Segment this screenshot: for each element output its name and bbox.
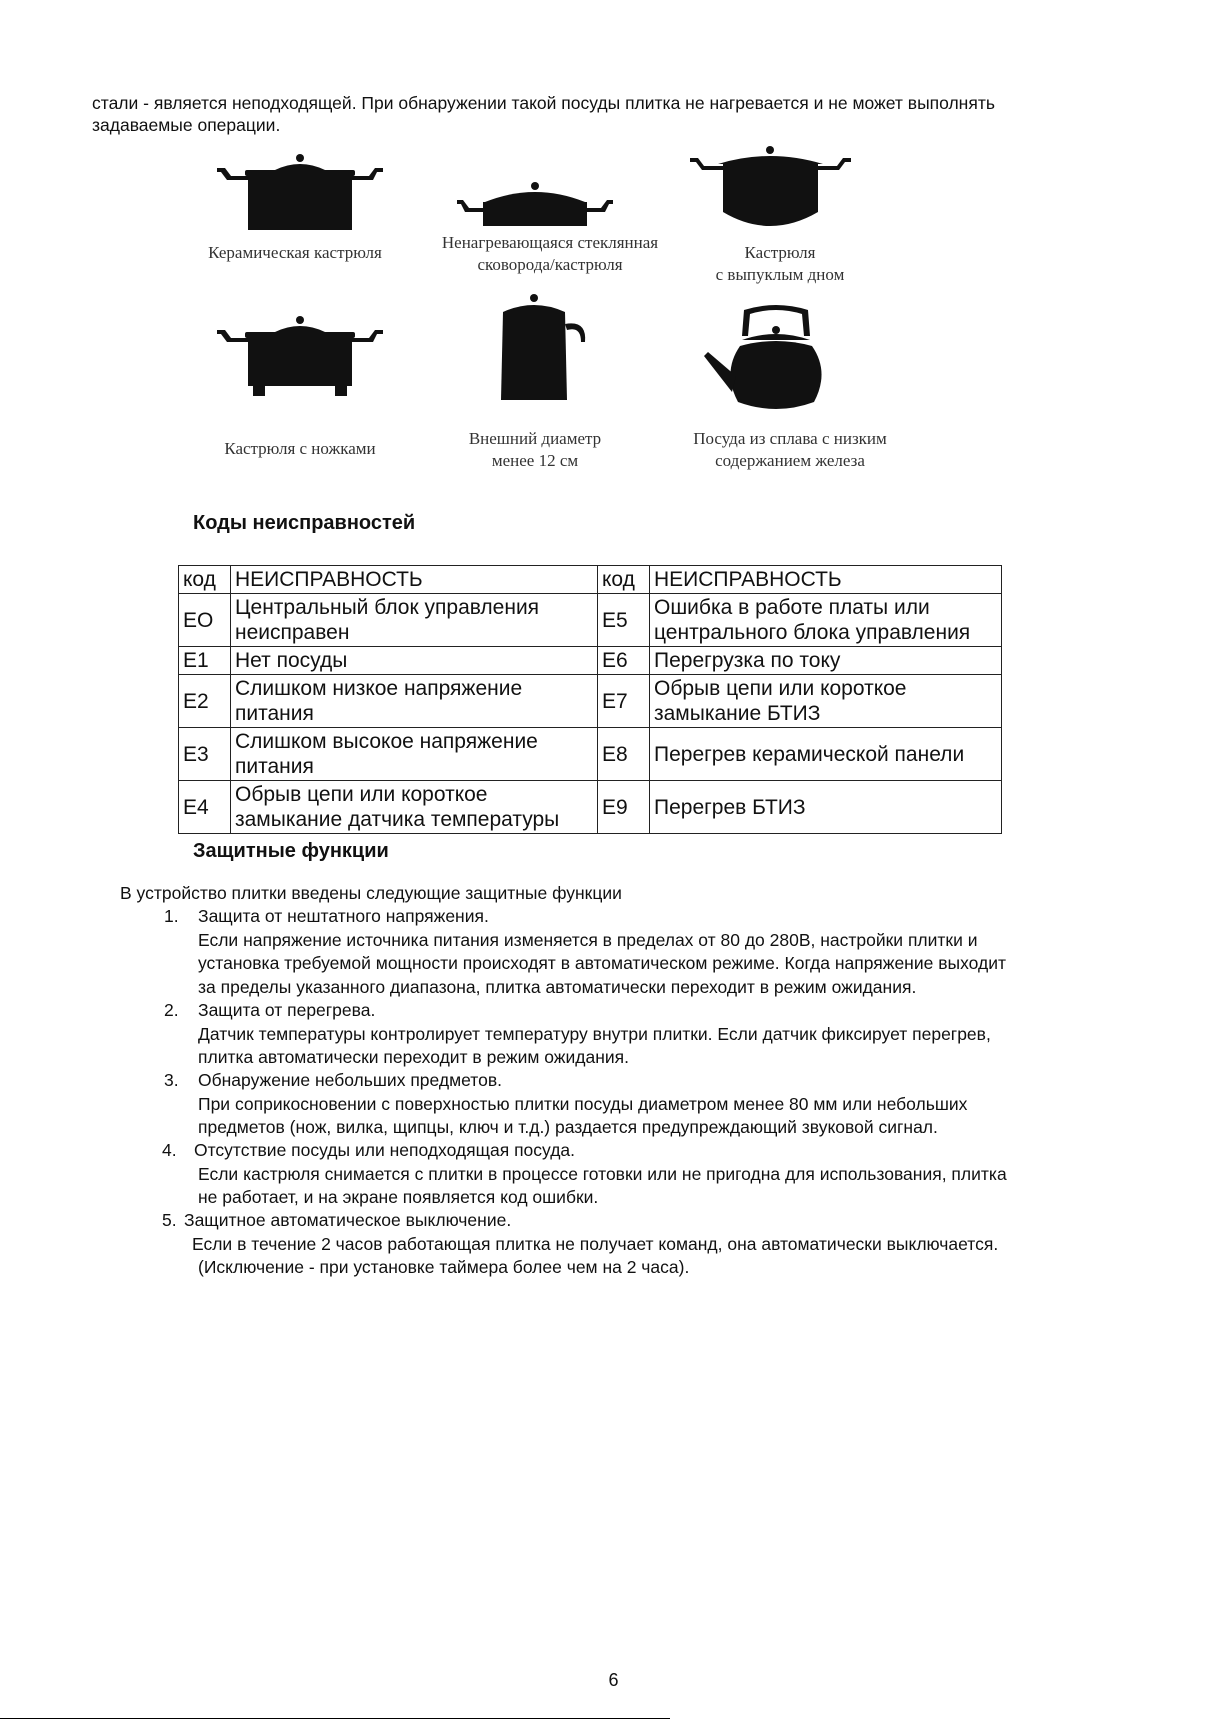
code-cell: EO bbox=[179, 594, 231, 647]
code-cell: E4 bbox=[179, 781, 231, 834]
item-number: 3. bbox=[164, 1070, 179, 1090]
cookware-label-footed: Кастрюля с ножками bbox=[224, 439, 376, 458]
item-line: не работает, и на экране появляется код ошибки. bbox=[198, 1187, 599, 1207]
code-cell: E3 bbox=[179, 728, 231, 781]
table-row bbox=[179, 594, 1002, 647]
teapot-icon bbox=[702, 300, 852, 418]
code-cell: E9 bbox=[598, 781, 650, 834]
item-title: Защитное автоматическое выключение. bbox=[184, 1210, 512, 1230]
protection-title: Защитные функции bbox=[193, 840, 389, 862]
footed-pot-icon bbox=[215, 312, 385, 398]
small-kettle-icon bbox=[495, 290, 595, 402]
intro-line-1: стали - является неподходящей. При обнаружении такой посуды плитка не нагревается и не может выполнять bbox=[92, 93, 995, 113]
code-cell: E6 bbox=[598, 647, 650, 675]
fault-cell: Нет посуды bbox=[231, 647, 598, 675]
fault-cell: Обрыв цепи или короткое замыкание датчика температуры bbox=[231, 781, 598, 834]
table-header-row bbox=[179, 566, 1002, 594]
item-title: Защита от перегрева. bbox=[198, 1000, 376, 1020]
fault-cell: Перегрузка по току bbox=[650, 647, 1002, 675]
fault-cell: Обрыв цепи или короткое замыкание БТИЗ bbox=[650, 675, 1002, 728]
item-line: (Исключение - при установке таймера более чем на 2 часа). bbox=[198, 1257, 690, 1277]
convex-bottom-pot-icon bbox=[688, 144, 853, 236]
table-row bbox=[179, 728, 1002, 781]
item-number: 1. bbox=[164, 906, 179, 926]
code-cell: E1 bbox=[179, 647, 231, 675]
cookware-label-convex: Кастрюля с выпуклым дном bbox=[715, 243, 845, 284]
cookware-label-alloy: Посуда из сплава с низким содержанием железа bbox=[693, 429, 887, 470]
ceramic-pot-icon bbox=[215, 152, 385, 232]
code-cell: E5 bbox=[598, 594, 650, 647]
intro-line-2: задаваемые операции. bbox=[92, 115, 281, 135]
item-line: Если в течение 2 часов работающая плитка не получает команд, она автоматически выключается. bbox=[192, 1234, 999, 1254]
item-title: Защита от нештатного напряжения. bbox=[198, 906, 489, 926]
table-row bbox=[179, 675, 1002, 728]
item-number: 2. bbox=[164, 1000, 179, 1020]
code-cell: E2 bbox=[179, 675, 231, 728]
page-number: 6 bbox=[608, 1670, 619, 1690]
item-line: Если кастрюля снимается с плитки в процессе готовки или не пригодна для использования, плитка bbox=[198, 1164, 1007, 1184]
item-line: Если напряжение источника питания изменяется в пределах от 80 до 280В, настройки плитки и bbox=[198, 930, 978, 950]
item-line: предметов (нож, вилка, щипцы, ключ и т.д.) раздается предупреждающий звуковой сигнал. bbox=[198, 1117, 938, 1137]
fault-cell: Перегрев керамической панели bbox=[650, 728, 1002, 781]
fault-cell: Перегрев БТИЗ bbox=[650, 781, 1002, 834]
code-cell: E8 bbox=[598, 728, 650, 781]
item-line: плитка автоматически переходит в режим ожидания. bbox=[198, 1047, 629, 1067]
fault-cell: Слишком низкое напряжение питания bbox=[231, 675, 598, 728]
fault-cell: Слишком высокое напряжение питания bbox=[231, 728, 598, 781]
item-title: Обнаружение небольших предметов. bbox=[198, 1070, 502, 1090]
intro-text bbox=[92, 92, 1152, 136]
item-number: 5. bbox=[162, 1210, 177, 1230]
code-cell: E7 bbox=[598, 675, 650, 728]
item-title: Отсутствие посуды или неподходящая посуда. bbox=[194, 1140, 576, 1160]
protection-intro: В устройство плитки введены следующие защитные функции bbox=[120, 883, 622, 903]
cookware-label-glass: Ненагревающаяся стеклянная сковорода/кастрюля bbox=[441, 233, 659, 274]
cookware-label-ceramic: Керамическая кастрюля bbox=[208, 243, 382, 262]
fault-cell: Центральный блок управления неисправен bbox=[231, 594, 598, 647]
table-row bbox=[179, 647, 1002, 675]
cookware-label-small: Внешний диаметр менее 12 см bbox=[468, 429, 602, 470]
header-code-1: код bbox=[179, 566, 231, 594]
item-line: за пределы указанного диапазона, плитка автоматически переходит в режим ожидания. bbox=[198, 977, 917, 997]
table-row bbox=[179, 781, 1002, 834]
fault-codes-table bbox=[178, 565, 1002, 834]
header-fault-1: НЕИСПРАВНОСТЬ bbox=[231, 566, 598, 594]
item-number: 4. bbox=[162, 1140, 177, 1160]
glass-pan-icon bbox=[455, 180, 615, 230]
item-line: Датчик температуры контролирует температуру внутри плитки. Если датчик фиксирует перегрев, bbox=[198, 1024, 991, 1044]
fault-codes-title: Коды неисправностей bbox=[193, 512, 416, 534]
fault-cell: Ошибка в работе платы или центрального блока управления bbox=[650, 594, 1002, 647]
item-line: установка требуемой мощности происходят в автоматическом режиме. Когда напряжение выходит bbox=[198, 953, 1006, 973]
header-code-2: код bbox=[598, 566, 650, 594]
header-fault-2: НЕИСПРАВНОСТЬ bbox=[650, 566, 1002, 594]
item-line: При соприкосновении с поверхностью плитки посуды диаметром менее 80 мм или небольших bbox=[198, 1094, 968, 1114]
